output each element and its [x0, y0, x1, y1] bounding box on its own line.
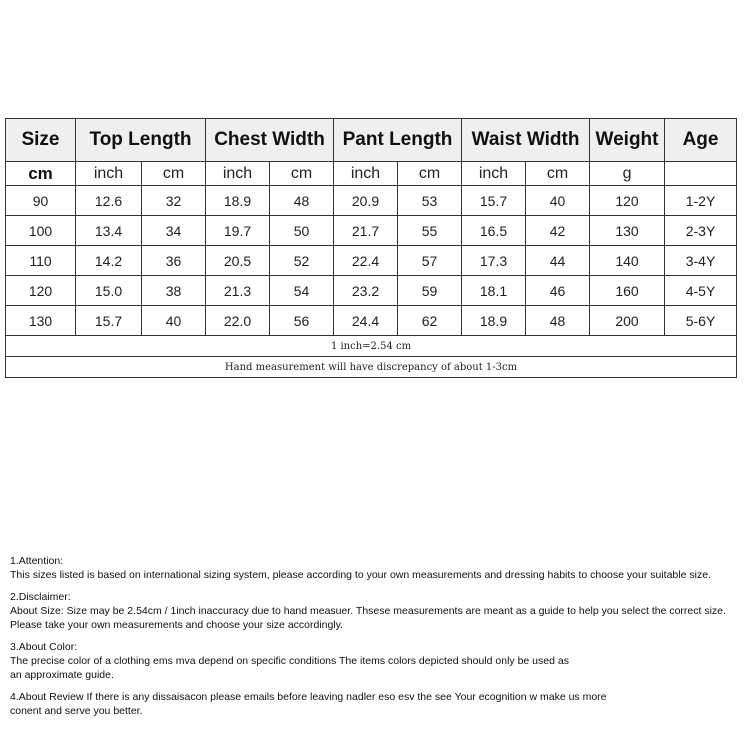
header-waist-width: Waist Width	[462, 119, 590, 162]
table-cell: 130	[590, 216, 665, 246]
note-section	[10, 590, 750, 632]
unit-cell: inch	[76, 162, 142, 186]
unit-cell: inch	[206, 162, 270, 186]
table-cell: 21.7	[334, 216, 398, 246]
table-cell: 1-2Y	[665, 186, 737, 216]
table-cell: 54	[270, 276, 334, 306]
table-cell: 20.9	[334, 186, 398, 216]
table-cell: 17.3	[462, 246, 526, 276]
table-cell: 160	[590, 276, 665, 306]
table-cell: 46	[526, 276, 590, 306]
table-cell: 120	[590, 186, 665, 216]
table-cell: 13.4	[76, 216, 142, 246]
table-cell: 200	[590, 306, 665, 336]
table-cell: 15.7	[462, 186, 526, 216]
unit-cell: cm	[142, 162, 206, 186]
notes-section	[10, 554, 750, 726]
header-age: Age	[665, 119, 737, 162]
table-cell: 40	[526, 186, 590, 216]
conversion-note-row	[6, 336, 737, 357]
table-cell: 53	[398, 186, 462, 216]
table-cell: 44	[526, 246, 590, 276]
table-cell: 5-6Y	[665, 306, 737, 336]
table-cell: 140	[590, 246, 665, 276]
table-cell: 21.3	[206, 276, 270, 306]
table-cell: 3-4Y	[665, 246, 737, 276]
table-cell: 50	[270, 216, 334, 246]
unit-cell: inch	[462, 162, 526, 186]
table-cell: 18.9	[462, 306, 526, 336]
table-cell: 4-5Y	[665, 276, 737, 306]
table-cell: 62	[398, 306, 462, 336]
unit-cell: cm	[526, 162, 590, 186]
unit-cell: cm	[270, 162, 334, 186]
table-cell: 120	[6, 276, 76, 306]
note-line: an approximate guide.	[10, 669, 114, 681]
table-cell: 57	[398, 246, 462, 276]
table-row	[6, 186, 737, 216]
table-row	[6, 216, 737, 246]
note-title: 1.Attention:	[10, 555, 64, 567]
table-cell: 56	[270, 306, 334, 336]
header-row	[6, 119, 737, 162]
note-title: 2.Disclaimer:	[10, 591, 71, 603]
table-row	[6, 246, 737, 276]
table-cell: 2-3Y	[665, 216, 737, 246]
table-cell: 12.6	[76, 186, 142, 216]
note-line: About Size: Size may be 2.54cm / 1inch inaccuracy due to hand measuer. Thsese measurements are meant as a guide to help you select the correct size.	[10, 605, 726, 617]
table-cell: 110	[6, 246, 76, 276]
measurement-note-row	[6, 357, 737, 378]
note-line: Please take your own measurements and choose your size accordingly.	[10, 619, 344, 631]
note-line: This sizes listed is based on international sizing system, please according to your own measurements and dressing habits to choose your suitable size.	[10, 569, 711, 581]
table-cell: 130	[6, 306, 76, 336]
header-weight: Weight	[590, 119, 665, 162]
table-cell: 32	[142, 186, 206, 216]
table-cell: 40	[142, 306, 206, 336]
table-cell: 100	[6, 216, 76, 246]
unit-cell: inch	[334, 162, 398, 186]
table-cell: 18.9	[206, 186, 270, 216]
note-section	[10, 690, 750, 718]
note-title: 3.About Color:	[10, 641, 78, 653]
unit-cell	[665, 162, 737, 186]
data-rows	[6, 186, 737, 336]
table-cell: 14.2	[76, 246, 142, 276]
table-cell: 18.1	[462, 276, 526, 306]
table-cell: 22.0	[206, 306, 270, 336]
table-cell: 22.4	[334, 246, 398, 276]
table-cell: 15.7	[76, 306, 142, 336]
table-row	[6, 306, 737, 336]
note-section	[10, 554, 750, 582]
note-line: conent and serve you better.	[10, 705, 143, 717]
table-cell: 59	[398, 276, 462, 306]
size-chart-table	[5, 118, 737, 378]
table-cell: 42	[526, 216, 590, 246]
table-cell: 90	[6, 186, 76, 216]
table-cell: 34	[142, 216, 206, 246]
note-line: 4.About Review If there is any dissaisacon please emails before leaving nadler eso esv the see Your ecognition w make us more	[10, 691, 607, 703]
table-cell: 52	[270, 246, 334, 276]
conversion-note: 1 inch=2.54 cm	[6, 336, 737, 357]
header-pant-length: Pant Length	[334, 119, 462, 162]
unit-row	[6, 162, 737, 186]
unit-cell: cm	[398, 162, 462, 186]
table-cell: 20.5	[206, 246, 270, 276]
table-cell: 23.2	[334, 276, 398, 306]
table-cell: 24.4	[334, 306, 398, 336]
table-cell: 48	[526, 306, 590, 336]
table-cell: 38	[142, 276, 206, 306]
unit-cell: cm	[6, 162, 76, 186]
table-cell: 36	[142, 246, 206, 276]
table-cell: 55	[398, 216, 462, 246]
note-section	[10, 640, 750, 682]
header-top-length: Top Length	[76, 119, 206, 162]
unit-cell: g	[590, 162, 665, 186]
table-cell: 16.5	[462, 216, 526, 246]
table-cell: 48	[270, 186, 334, 216]
note-line: The precise color of a clothing ems mva depend on specific conditions The items colors depicted should only be used as	[10, 655, 569, 667]
measurement-note: Hand measurement will have discrepancy of about 1-3cm	[6, 357, 737, 378]
table-cell: 19.7	[206, 216, 270, 246]
header-chest-width: Chest Width	[206, 119, 334, 162]
table-cell: 15.0	[76, 276, 142, 306]
table-row	[6, 276, 737, 306]
header-size: Size	[6, 119, 76, 162]
